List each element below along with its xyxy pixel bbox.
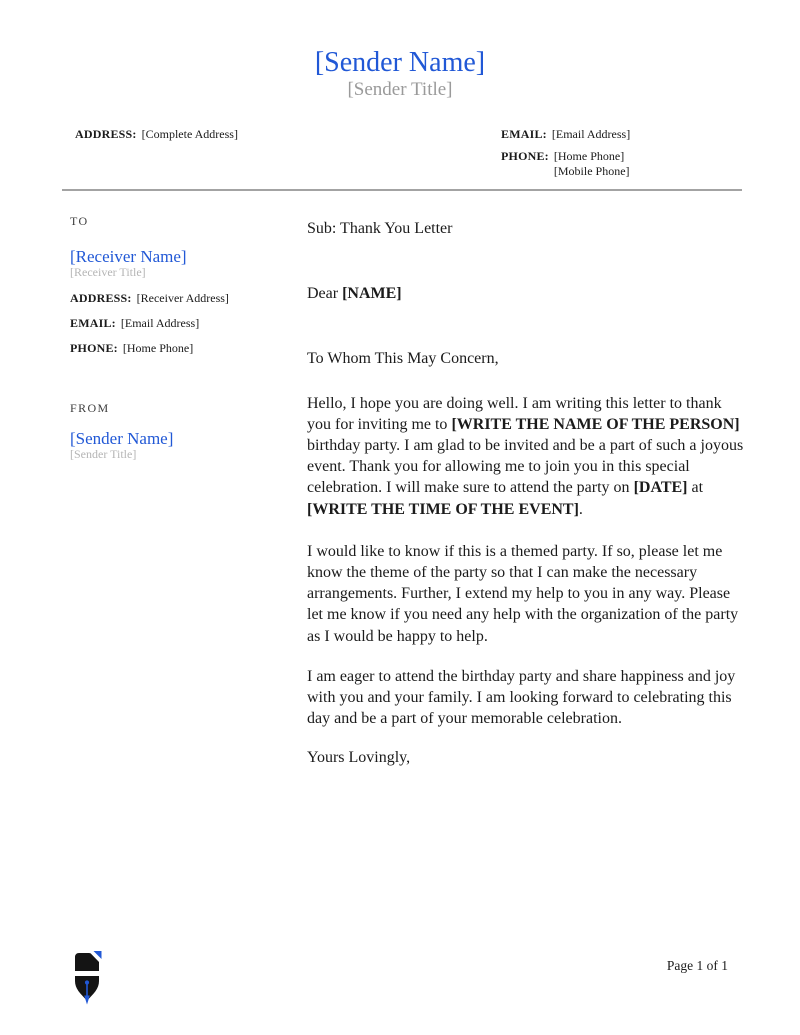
closing-line: Yours Lovingly,	[307, 749, 411, 767]
receiver-phone-value: [Home Phone]	[122, 341, 194, 355]
letter-body	[307, 218, 748, 769]
sender-address-row	[75, 127, 238, 142]
receiver-title: [Receiver Title]	[70, 265, 146, 279]
receiver-email-label: EMAIL:	[70, 316, 116, 330]
sender-phone-values	[554, 149, 630, 179]
sender-address-label: ADDRESS:	[75, 127, 137, 141]
receiver-email-value: [Email Address]	[120, 316, 200, 330]
sender-address-value: [Complete Address]	[141, 127, 238, 141]
recipient-sidebar	[70, 214, 298, 473]
sender-email-label: EMAIL:	[501, 127, 547, 141]
home-phone-value: [Home Phone]	[553, 149, 625, 163]
sender-title-heading: [Sender Title]	[347, 79, 453, 100]
sender-phone-label: PHONE:	[501, 149, 549, 163]
letterhead	[0, 47, 800, 101]
subject-line: Sub: Thank You Letter	[307, 220, 453, 237]
receiver-address-label: ADDRESS:	[70, 291, 132, 305]
pen-nib-top	[75, 953, 99, 971]
receiver-phone-label: PHONE:	[70, 341, 118, 355]
receiver-email-row	[70, 316, 298, 330]
receiver-address-value: [Receiver Address]	[136, 291, 229, 305]
pen-nib-icon	[72, 951, 106, 1008]
paragraph-2: I would like to know if this is a themed party. If so, please let me know the theme of the party so that I can make the necessary arrangements. Further, I extend my help to you in any way. Please let me know if you need any help with the organization of the party as I would be happy to help.	[307, 542, 743, 645]
paragraph-1: Hello, I hope you are doing well. I am writing this letter to thank you for inviting me to [WRITE THE NAME OF THE PERSON] birthday party. I am glad to be invited and be a part of such a joyous event. Thank you for allowing me to join you in this special celebration. I will make sure to attend the party on [DATE] at [WRITE THE TIME OF THE EVENT].	[307, 394, 748, 518]
page-number: Page 1 of 1	[666, 958, 728, 973]
sender-phone-row	[501, 149, 630, 179]
salutation-line: Dear [NAME]	[307, 285, 402, 303]
sender-name-heading: [Sender Name]	[314, 47, 486, 78]
mobile-phone-value: [Mobile Phone]	[553, 164, 630, 178]
from-sender-name: [Sender Name]	[70, 429, 174, 448]
from-section-label: FROM	[70, 401, 110, 415]
pen-nib-tip	[84, 996, 90, 1005]
from-sender-title: [Sender Title]	[70, 447, 137, 461]
sender-email-value: [Email Address]	[551, 127, 631, 141]
greeting-line: To Whom This May Concern,	[307, 350, 499, 368]
paragraph-3: I am eager to attend the birthday party and share happiness and joy with you and your family. I am looking forward to celebrating this day and be a part of your memorable celebration.	[307, 667, 740, 728]
receiver-address-row	[70, 291, 298, 305]
receiver-name: [Receiver Name]	[70, 247, 187, 266]
to-section-label: TO	[70, 214, 89, 228]
receiver-phone-row	[70, 341, 298, 355]
sender-contact-block	[501, 127, 630, 186]
header-divider	[62, 189, 742, 191]
sender-email-row	[501, 127, 630, 142]
pen-nib-slit	[86, 984, 88, 997]
